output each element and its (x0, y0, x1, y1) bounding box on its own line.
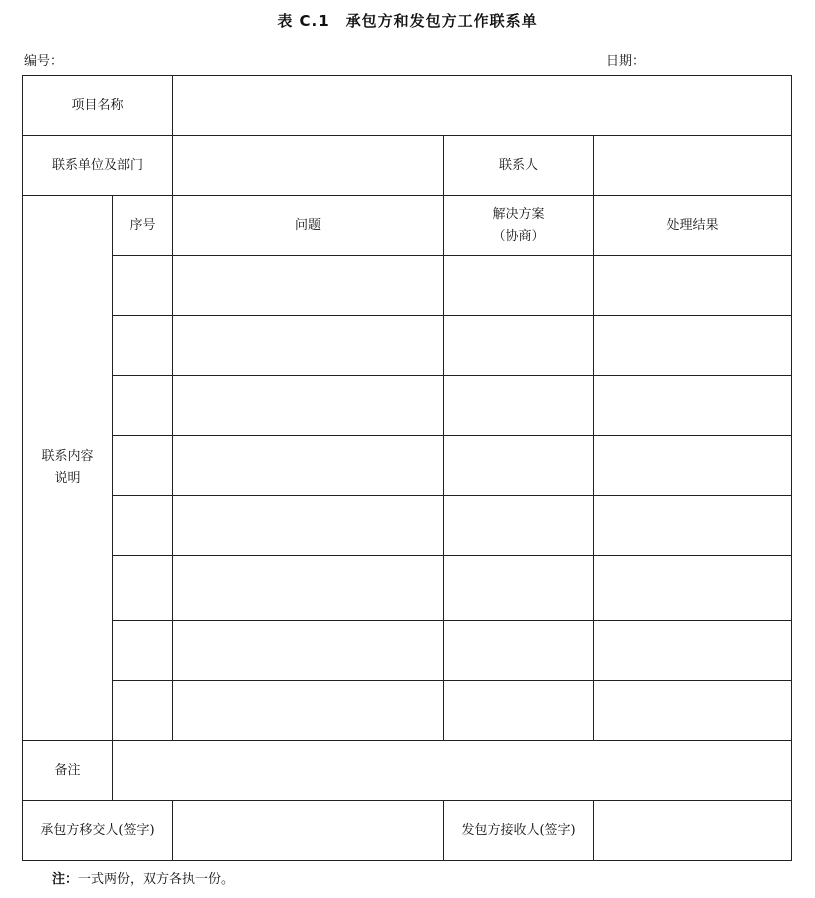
issue-cell[interactable] (173, 436, 444, 496)
date-label: 日期： (606, 54, 646, 69)
content-label (23, 196, 113, 741)
solution-header-line2: （协商） (492, 228, 545, 244)
employer-receiver-label: 发包方接收人(签字) (444, 801, 594, 861)
result-cell[interactable] (594, 681, 792, 741)
content-label-line1: 联系内容 (41, 449, 94, 464)
solution-header (444, 196, 594, 256)
content-label-line2: 说明 (54, 471, 81, 486)
result-cell[interactable] (594, 436, 792, 496)
solution-cell[interactable] (444, 621, 594, 681)
seq-header: 序号 (113, 196, 173, 256)
issue-cell[interactable] (173, 256, 444, 316)
footnote-label: 注： (52, 872, 79, 887)
result-cell[interactable] (594, 556, 792, 621)
signature-row (23, 801, 792, 861)
contractor-transfer-label: 承包方移交人(签字) (23, 801, 173, 861)
table-row (23, 681, 792, 741)
issue-header: 问题 (173, 196, 444, 256)
remarks-label: 备注 (23, 741, 113, 801)
issue-cell[interactable] (173, 681, 444, 741)
table-row (23, 496, 792, 556)
result-header: 处理结果 (594, 196, 792, 256)
solution-cell[interactable] (444, 316, 594, 376)
solution-cell[interactable] (444, 556, 594, 621)
table-row (23, 316, 792, 376)
form-title: 表 C.1 承包方和发包方工作联系单 (277, 12, 538, 30)
result-cell[interactable] (594, 496, 792, 556)
table-row (23, 556, 792, 621)
result-cell[interactable] (594, 621, 792, 681)
issue-cell[interactable] (173, 496, 444, 556)
table-row (23, 376, 792, 436)
number-label: 编号： (24, 54, 64, 69)
table-row (23, 436, 792, 496)
remarks-row (23, 741, 792, 801)
seq-cell[interactable] (113, 316, 173, 376)
issue-cell[interactable] (173, 556, 444, 621)
seq-cell[interactable] (113, 496, 173, 556)
contact-person-field[interactable] (594, 136, 792, 196)
seq-cell[interactable] (113, 681, 173, 741)
solution-cell[interactable] (444, 376, 594, 436)
issue-cell[interactable] (173, 316, 444, 376)
project-name-label: 项目名称 (23, 76, 173, 136)
issue-cell[interactable] (173, 621, 444, 681)
result-cell[interactable] (594, 376, 792, 436)
contact-unit-field[interactable] (173, 136, 444, 196)
table-row (23, 621, 792, 681)
solution-header-line1: 解决方案 (492, 206, 545, 222)
solution-cell[interactable] (444, 496, 594, 556)
seq-cell[interactable] (113, 376, 173, 436)
solution-cell[interactable] (444, 256, 594, 316)
seq-cell[interactable] (113, 256, 173, 316)
table-row (23, 256, 792, 316)
content-header-row (23, 196, 792, 256)
solution-cell[interactable] (444, 436, 594, 496)
project-name-field[interactable] (173, 76, 792, 136)
contact-unit-label: 联系单位及部门 (23, 136, 173, 196)
seq-cell[interactable] (113, 621, 173, 681)
seq-cell[interactable] (113, 556, 173, 621)
result-cell[interactable] (594, 256, 792, 316)
contact-form-table (22, 75, 792, 861)
employer-receiver-signature[interactable] (594, 801, 792, 861)
project-name-row (23, 76, 792, 136)
contractor-transfer-signature[interactable] (173, 801, 444, 861)
seq-cell[interactable] (113, 436, 173, 496)
footnote-text: 一式两份，双方各执一份。 (78, 872, 235, 887)
footnote (52, 868, 234, 887)
result-cell[interactable] (594, 316, 792, 376)
issue-cell[interactable] (173, 376, 444, 436)
contact-unit-row (23, 136, 792, 196)
remarks-field[interactable] (113, 741, 792, 801)
contact-person-label: 联系人 (444, 136, 594, 196)
solution-cell[interactable] (444, 681, 594, 741)
